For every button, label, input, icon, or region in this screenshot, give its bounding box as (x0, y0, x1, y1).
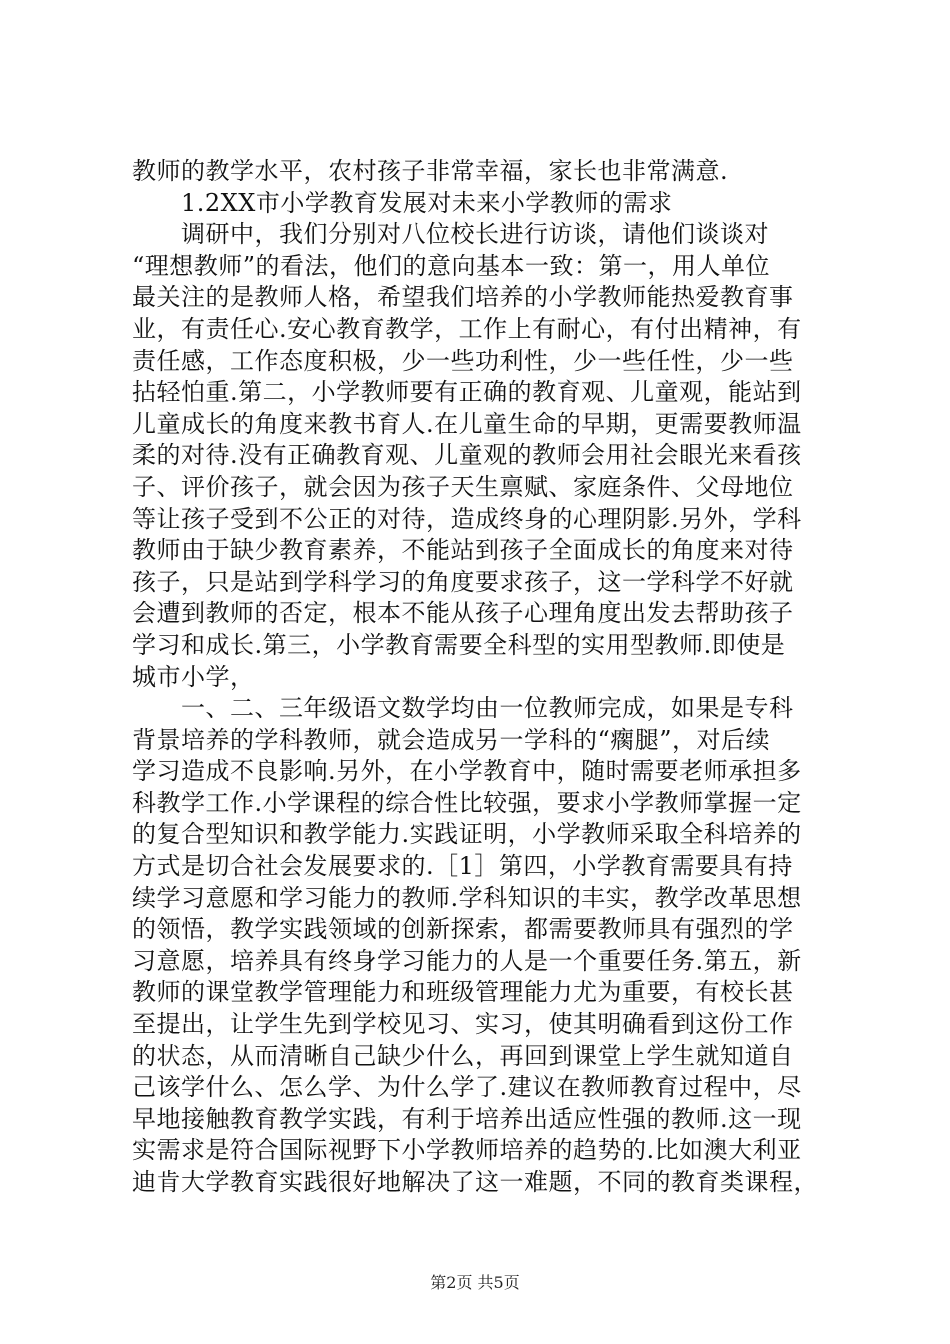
text-line: 孩子，只是站到学科学习的角度要求孩子，这一学科学不好就 (132, 567, 794, 596)
text-line: 的状态，从而清晰自己缺少什么，再回到课堂上学生就知道自 (132, 1041, 794, 1070)
section-heading: 1.2XX市小学教育发展对未来小学教师的需求 (132, 188, 673, 217)
text-line: 的复合型知识和教学能力.实践证明，小学教师采取全科培养的 (132, 820, 802, 849)
text-line: 实需求是符合国际视野下小学教师培养的趋势的.比如澳大利亚 (132, 1136, 802, 1165)
text-line: 至提出，让学生先到学校见习、实习，使其明确看到这份工作 (132, 1010, 794, 1039)
text-line: 最关注的是教师人格，希望我们培养的小学教师能热爱教育事 (132, 283, 794, 312)
text-line: 学习造成不良影响.另外，在小学教育中，随时需要老师承担多 (132, 757, 802, 786)
text-line: 柔的对待.没有正确教育观、儿童观的教师会用社会眼光来看孩 (132, 441, 802, 470)
text-line: 己该学什么、怎么学、为什么学了.建议在教师教育过程中，尽 (132, 1073, 802, 1102)
body-text (132, 156, 832, 1199)
text-line: 的领悟，教学实践领域的创新探索，都需要教师具有强烈的学 (132, 915, 794, 944)
text-line: 方式是切合社会发展要求的.［1］第四，小学教育需要具有持 (132, 852, 793, 881)
text-line: 城市小学， (132, 662, 255, 691)
text-line: 迪肯大学教育实践很好地解决了这一难题，不同的教育类课程， (132, 1168, 818, 1196)
text-line: 早地接触教育教学实践，有利于培养出适应性强的教师.这一现 (132, 1104, 802, 1133)
text-line: 子、评价孩子，就会因为孩子天生禀赋、家庭条件、父母地位 (132, 472, 794, 501)
text-line: 调研中，我们分别对八位校长进行访谈，请他们谈谈对 (132, 220, 769, 249)
text-line: 教师的教学水平，农村孩子非常幸福，家长也非常满意. (132, 157, 729, 185)
text-line: 会遭到教师的否定，根本不能从孩子心理角度出发去帮助孩子 (132, 599, 794, 628)
text-line: 科教学工作.小学课程的综合性比较强，要求小学教师掌握一定 (132, 788, 802, 817)
text-line: 教师的课堂教学管理能力和班级管理能力尤为重要，有校长甚 (132, 978, 794, 1007)
text-line: 责任感，工作态度积极，少一些功利性，少一些任性，少一些 (132, 346, 794, 375)
text-line: 一、二、三年级语文数学均由一位教师完成，如果是专科 (132, 694, 794, 723)
text-line: 学习和成长.第三，小学教育需要全科型的实用型教师.即使是 (132, 630, 786, 659)
text-line: 等让孩子受到不公正的对待，造成终身的心理阴影.另外，学科 (132, 504, 802, 533)
text-line: 习意愿，培养具有终身学习能力的人是一个重要任务.第五，新 (132, 946, 802, 975)
text-line: 背景培养的学科教师，就会造成另一学科的“瘸腿”，对后续 (132, 725, 771, 754)
page-number-footer: 第2页 共5页 (430, 1273, 520, 1292)
text-line: 续学习意愿和学习能力的教师.学科知识的丰实，教学改革思想 (132, 883, 802, 912)
text-line: “理想教师”的看法，他们的意向基本一致：第一，用人单位 (132, 251, 771, 280)
text-line: 儿童成长的角度来教书育人.在儿童生命的早期，更需要教师温 (132, 409, 802, 438)
text-line: 拈轻怕重.第二，小学教师要有正确的教育观、儿童观，能站到 (132, 378, 802, 407)
text-line: 业，有责任心.安心教育教学，工作上有耐心，有付出精神，有 (132, 314, 802, 343)
text-line: 教师由于缺少教育素养，不能站到孩子全面成长的角度来对待 (132, 536, 794, 565)
